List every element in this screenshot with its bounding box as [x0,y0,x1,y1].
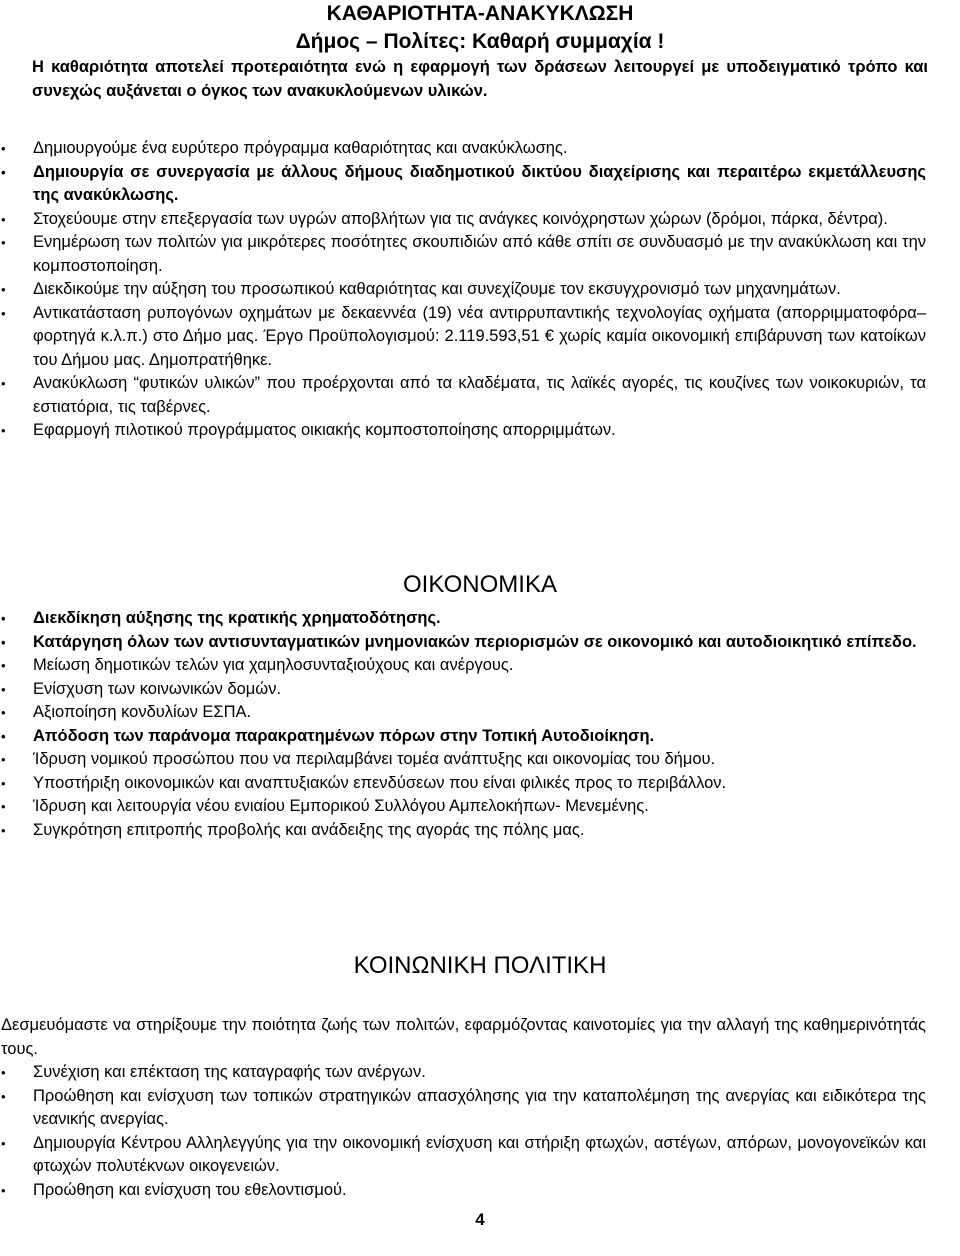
cleanliness-list [0,137,960,443]
list-item: • Δημιουργία Κέντρου Αλληλεγγύης για την οικονομική ενίσχυση και στήριξη φτωχών, αστέγων, απόρων, μονογονεϊκών και φτωχών πολυτέκνων οικογενειών. [1,1133,926,1175]
list-item: • Δημιουργία σε συνεργασία με άλλους δήμους διαδημοτικού δικτύου διαχείρισης και περαιτέρω εκμετάλλευσης της ανακύκλωσης. [1,162,926,204]
list-item: • Προώθηση και ενίσχυση των τοπικών στρατηγικών απασχόλησης για την καταπολέμηση της ανεργίας και ειδικότερα της νεανικής ανεργίας. [1,1086,926,1128]
section-cleanliness [0,0,960,103]
list-item: • Συνέχιση και επέκταση της καταγραφής των ανέργων. [1,1061,926,1085]
bullet-icon: • [1,305,6,321]
list-item: • Αντικατάσταση ρυπογόνων οχημάτων με δεκαεννέα (19) νέα αντιρρυπαντικής τεχνολογίας οχήματα (απορριμματοφόρα– φορτηγά κ.λ.π.) στο Δήμο μας. Έργο Προϋπολογισμού: 2.119.593,51 € χωρίς καμία οικονομική επιβάρυνση των κατοίκων του Δήμου μας. Δημοπρατήθηκε. [1,303,926,369]
bullet-icon: • [1,1135,6,1151]
bullet-icon: • [1,282,6,297]
section-title-economics: ΟΙΚΟΝΟΜΙΚΑ [403,571,557,598]
list-item: • Διεκδικούμε την αύξηση του προσωπικού καθαριότητας και συνεχίζουμε τον εκσυγχρονισμό των μηχανημάτων. [1,278,926,302]
bullet-icon: • [1,752,6,767]
bullet-icon: • [1,376,6,391]
list-item: • Ενημέρωση των πολιτών για μικρότερες ποσότητες σκουπιδιών από κάθε σπίτι σε συνδυασμό με την ανακύκλωση και την κομποστοποίηση. [1,233,926,275]
bullet-icon: • [1,681,6,697]
list-item: • Αξιοποίηση κονδυλίων ΕΣΠΑ. [1,701,926,725]
section-subtitle: Δήμος – Πολίτες: Καθαρή συμμαχία ! [295,30,665,53]
list-item: • Διεκδίκηση αύξησης της κρατικής χρηματοδότησης. [1,607,926,631]
section-title: ΚΑΘΑΡΙΟΤΗΤΑ-ΑΝΑΚΥΚΛΩΣΗ [326,2,634,25]
page-number: 4 [475,1210,485,1229]
list-item: • Εφαρμογή πιλοτικού προγράμματος οικιακής κομποστοποίησης απορριμμάτων. [1,419,926,443]
list-item: • Προώθηση και ενίσχυση του εθελοντισμού. [1,1179,926,1203]
bullet-icon: • [1,1088,6,1104]
bullet-icon: • [1,423,6,438]
list-item: • Ίδρυση και λειτουργία νέου ενιαίου Εμπορικού Συλλόγου Αμπελοκήπων- Μενεμένης. [1,795,926,819]
bullet-icon: • [1,822,6,838]
bullet-icon: • [1,658,6,673]
section-intro: Δεσμευόμαστε να στηρίξουμε την ποιότητα ζωής των πολιτών, εφαρμόζοντας καινοτομίες για την αλλαγή της καθημερινότητάς τους. [1,1016,926,1058]
bullet-icon: • [1,634,6,650]
bullet-icon: • [1,1065,6,1080]
bullet-icon: • [1,705,6,720]
section-title-social: ΚΟΙΝΩΝΙΚΗ ΠΟΛΙΤΙΚΗ [353,952,607,979]
list-item: • Ίδρυση νομικού προσώπου που να περιλαμβάνει τομέα ανάπτυξης και οικονομίας του δήμου. [1,748,926,772]
list-item: • Συγκρότηση επιτροπής προβολής και ανάδειξης της αγοράς της πόλης μας. [1,819,926,843]
list-item: • Δημιουργούμε ένα ευρύτερο πρόγραμμα καθαριότητας και ανακύκλωσης. [1,137,926,161]
social-section [0,1014,960,1202]
bullet-icon: • [1,235,6,250]
list-item: • Υποστήριξη οικονομικών και αναπτυξιακών επενδύσεων που είναι φιλικές προς το περιβάλλον. [1,772,926,796]
bullet-icon: • [1,141,6,156]
list-item: • Μείωση δημοτικών τελών για χαμηλοσυνταξιούχους και ανέργους. [1,654,926,678]
list-item: • Στοχεύουμε στην επεξεργασία των υγρών αποβλήτων για τις ανάγκες κοινόχρηστων χώρων (δρόμοι, πάρκα, δέντρα). [1,208,926,232]
section-intro: Η καθαριότητα αποτελεί προτεραιότητα ενώ η εφαρμογή των δράσεων λειτουργεί με υποδειγματικό τρόπο και συνεχώς αυξάνεται ο όγκος των ανακυκλούμενων υλικών. [32,58,928,100]
list-item: • Ενίσχυση των κοινωνικών δομών. [1,678,926,702]
list-item: • Απόδοση των παράνομα παρακρατημένων πόρων στην Τοπική Αυτοδιοίκηση. [1,725,926,749]
bullet-icon: • [1,775,6,791]
list-item: • Ανακύκλωση “φυτικών υλικών” που προέρχονται από τα κλαδέματα, τις λαϊκές αγορές, τις κουζίνες των νοικοκυριών, τα εστιατόρια, τις ταβέρνες. [1,374,926,416]
bullet-icon: • [1,1182,6,1198]
list-item: • Κατάργηση όλων των αντισυνταγματικών μνημονιακών περιορισμών σε οικονομικό και αυτοδιοικητικό επίπεδο. [1,631,926,655]
bullet-icon: • [1,799,6,814]
bullet-icon: • [1,611,6,626]
bullet-icon: • [1,728,6,744]
economics-list [0,607,960,842]
bullet-icon: • [1,164,6,180]
bullet-icon: • [1,211,6,227]
